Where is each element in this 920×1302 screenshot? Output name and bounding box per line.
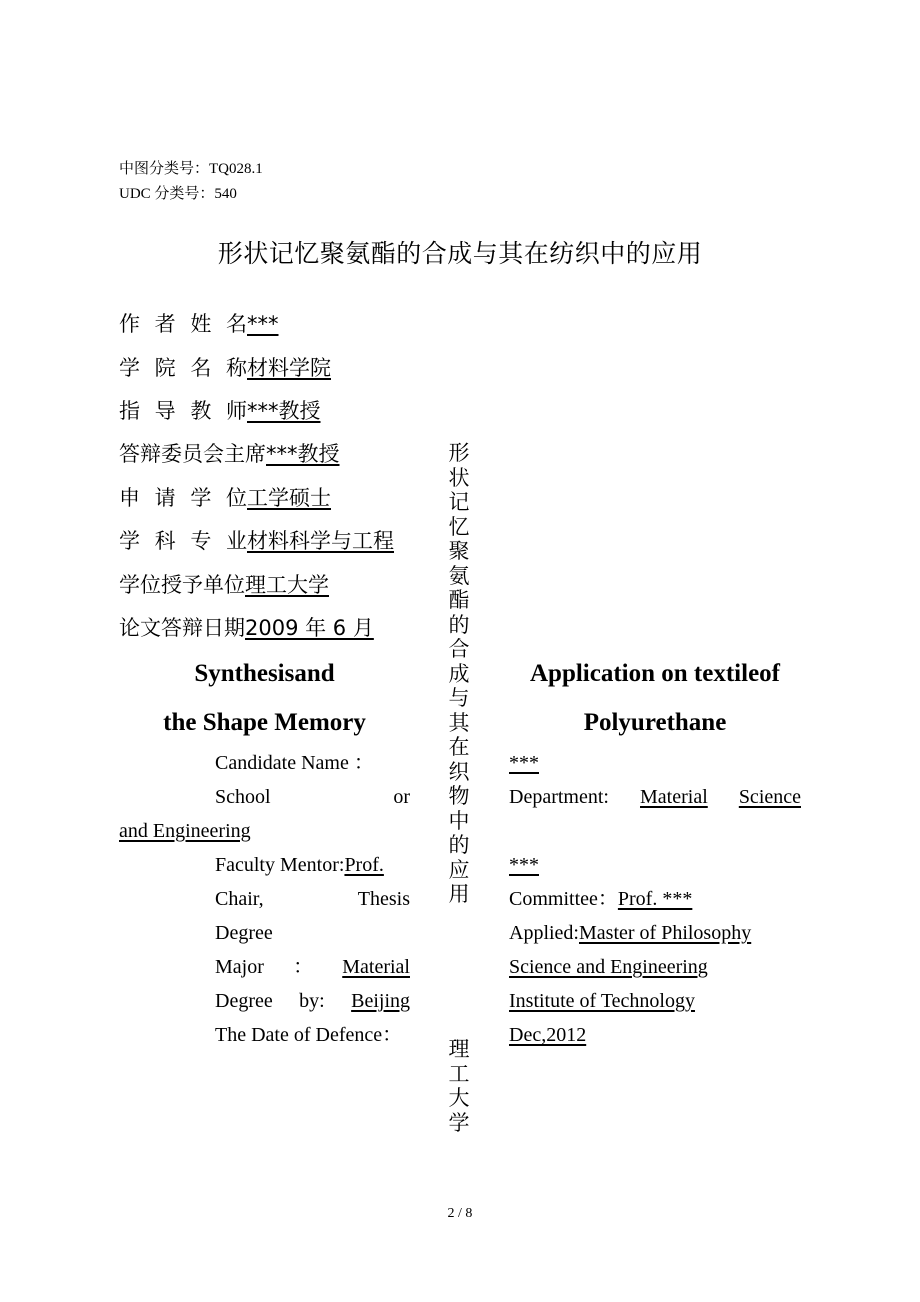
thesis-title-cn: 形状记忆聚氨酯的合成与其在纺织中的应用 (217, 239, 703, 268)
department-continued: and Engineering (119, 820, 251, 842)
school-label: School or (215, 786, 410, 808)
clc-number: 中图分类号：TQ028.1 (119, 159, 263, 177)
title-en-left-1: Synthesisand (194, 660, 335, 687)
department-row: Department: Material Science (509, 786, 801, 808)
chair-row: 答辩委员会主席***教授 (119, 442, 340, 466)
major-label: Major ： Material (215, 956, 410, 978)
title-en-right-1: Application on textileof (530, 660, 780, 687)
degree-by-label: Degree by: Beijing (215, 990, 410, 1012)
degree-label: Degree (215, 922, 273, 944)
candidate-value: *** (509, 752, 539, 774)
mentor-value: *** (509, 854, 539, 876)
spine-title: 形状记忆聚氨酯的合成与其在织物中的应用 (448, 441, 470, 906)
udc-number: UDC 分类号：540 (119, 186, 237, 202)
mentor-label: Faculty Mentor:Prof. (215, 854, 384, 876)
title-en-right-2: Polyurethane (583, 709, 727, 736)
page-number: 2 / 8 (447, 1206, 473, 1221)
degree-by-value: Institute of Technology (509, 990, 695, 1012)
committee-row: Committee：Prof. *** (509, 888, 693, 910)
major-row: 学科专业材料科学与工程 (119, 529, 394, 553)
major-value: Science and Engineering (509, 956, 708, 978)
applied-row: Applied:Master of Philosophy (509, 922, 752, 944)
spine-university: 理工大学 (448, 1037, 470, 1135)
unit-row: 学位授予单位理工大学 (119, 573, 329, 597)
date-row: 论文答辩日期2009 年 6 月 (119, 616, 374, 640)
school-row: 学院名称材料学院 (119, 356, 331, 380)
advisor-row: 指导教师***教授 (119, 399, 321, 423)
title-en-left-2: the Shape Memory (163, 709, 366, 736)
chair-label: Chair, Thesis (215, 888, 410, 910)
candidate-label: Candidate Name ： (215, 752, 374, 774)
author-row: 作者姓名*** (119, 312, 279, 336)
degree-row: 申请学位工学硕士 (119, 486, 331, 510)
defence-value: Dec,2012 (509, 1024, 587, 1046)
defence-label: The Date of Defence： (215, 1024, 403, 1046)
